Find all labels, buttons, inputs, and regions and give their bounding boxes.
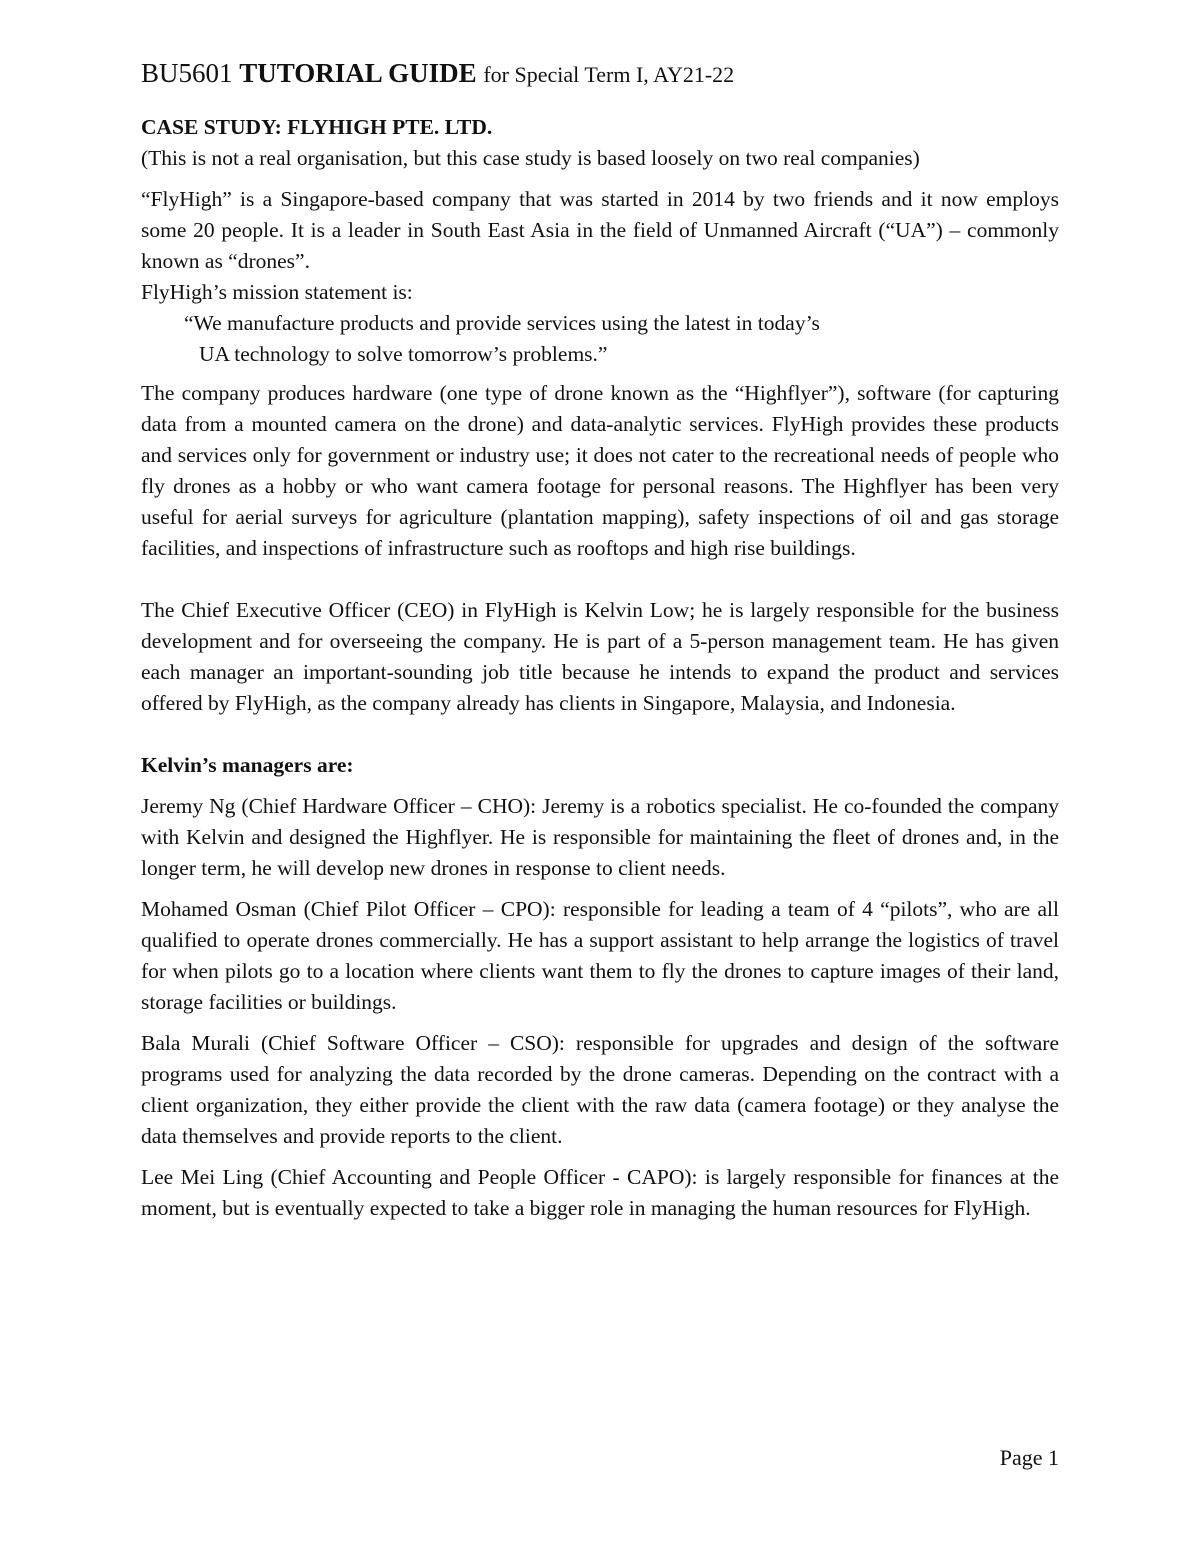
manager-entry-cpo: Mohamed Osman (Chief Pilot Officer – CPO): responsible for leading a team of 4 “pilots”, who are all qualified to operate drones commercially. He has a support assistant to help arrange the logistics of travel for when pilots go to a location where clients want them to fly the drones to capture images of their land, storage facilities or buildings. [141, 897, 1059, 1014]
course-code: BU5601 [141, 58, 233, 88]
header-title-bold: TUTORIAL GUIDE [239, 58, 477, 88]
products-paragraph: The company produces hardware (one type of drone known as the “Highflyer”), software (for capturing data from a mounted camera on the drone) and data-analytic services. FlyHigh provides these products and services only for government or industry use; it does not cater to the recreational needs of people who fly drones as a hobby or who want camera footage for personal reasons. The Highflyer has been very useful for aerial surveys for agriculture (plantation mapping), safety inspections of oil and gas storage facilities, and inspections of infrastructure such as rooftops and high rise buildings. [141, 381, 1059, 560]
case-study-title: CASE STUDY: FLYHIGH PTE. LTD. [141, 115, 493, 139]
manager-entry-cso: Bala Murali (Chief Software Officer – CSO): responsible for upgrades and design of the software programs used for analyzing the data recorded by the drone cameras. Depending on the contract with a client organization, they either provide the client with the raw data (camera footage) or they analyse the data themselves and provide reports to the client. [141, 1031, 1059, 1148]
mission-line-1: “We manufacture products and provide services using the latest in today’s [184, 311, 820, 335]
mission-statement [141, 308, 1059, 370]
mission-intro: FlyHigh’s mission statement is: [141, 280, 413, 304]
manager-entry-capo: Lee Mei Ling (Chief Accounting and People Officer - CAPO): is largely responsible for finances at the moment, but is eventually expected to take a bigger role in managing the human resources for FlyHigh. [141, 1165, 1059, 1220]
document-body [141, 112, 1059, 1224]
page-header [141, 56, 734, 92]
header-title-rest: for Special Term I, AY21-22 [483, 62, 735, 87]
managers-heading: Kelvin’s managers are: [141, 753, 354, 777]
intro-paragraph: “FlyHigh” is a Singapore-based company that was started in 2014 by two friends and it now employs some 20 people. It is a leader in South East Asia in the field of Unmanned Aircraft (“UA”) – commonly known as “drones”. [141, 187, 1059, 273]
mission-line-2: UA technology to solve tomorrow’s problems.” [199, 342, 608, 366]
case-study-note: (This is not a real organisation, but this case study is based loosely on two real companies) [141, 146, 920, 170]
manager-entry-cho: Jeremy Ng (Chief Hardware Officer – CHO): Jeremy is a robotics specialist. He co-founded the company with Kelvin and designed the Highflyer. He is responsible for maintaining the fleet of drones and, in the longer term, he will develop new drones in response to client needs. [141, 794, 1059, 880]
ceo-paragraph: The Chief Executive Officer (CEO) in FlyHigh is Kelvin Low; he is largely responsible for the business development and for overseeing the company. He is part of a 5-person management team. He has given each manager an important-sounding job title because he intends to expand the product and services offered by FlyHigh, as the company already has clients in Singapore, Malaysia, and Indonesia. [141, 598, 1059, 715]
page-number: Page 1 [999, 1445, 1059, 1470]
